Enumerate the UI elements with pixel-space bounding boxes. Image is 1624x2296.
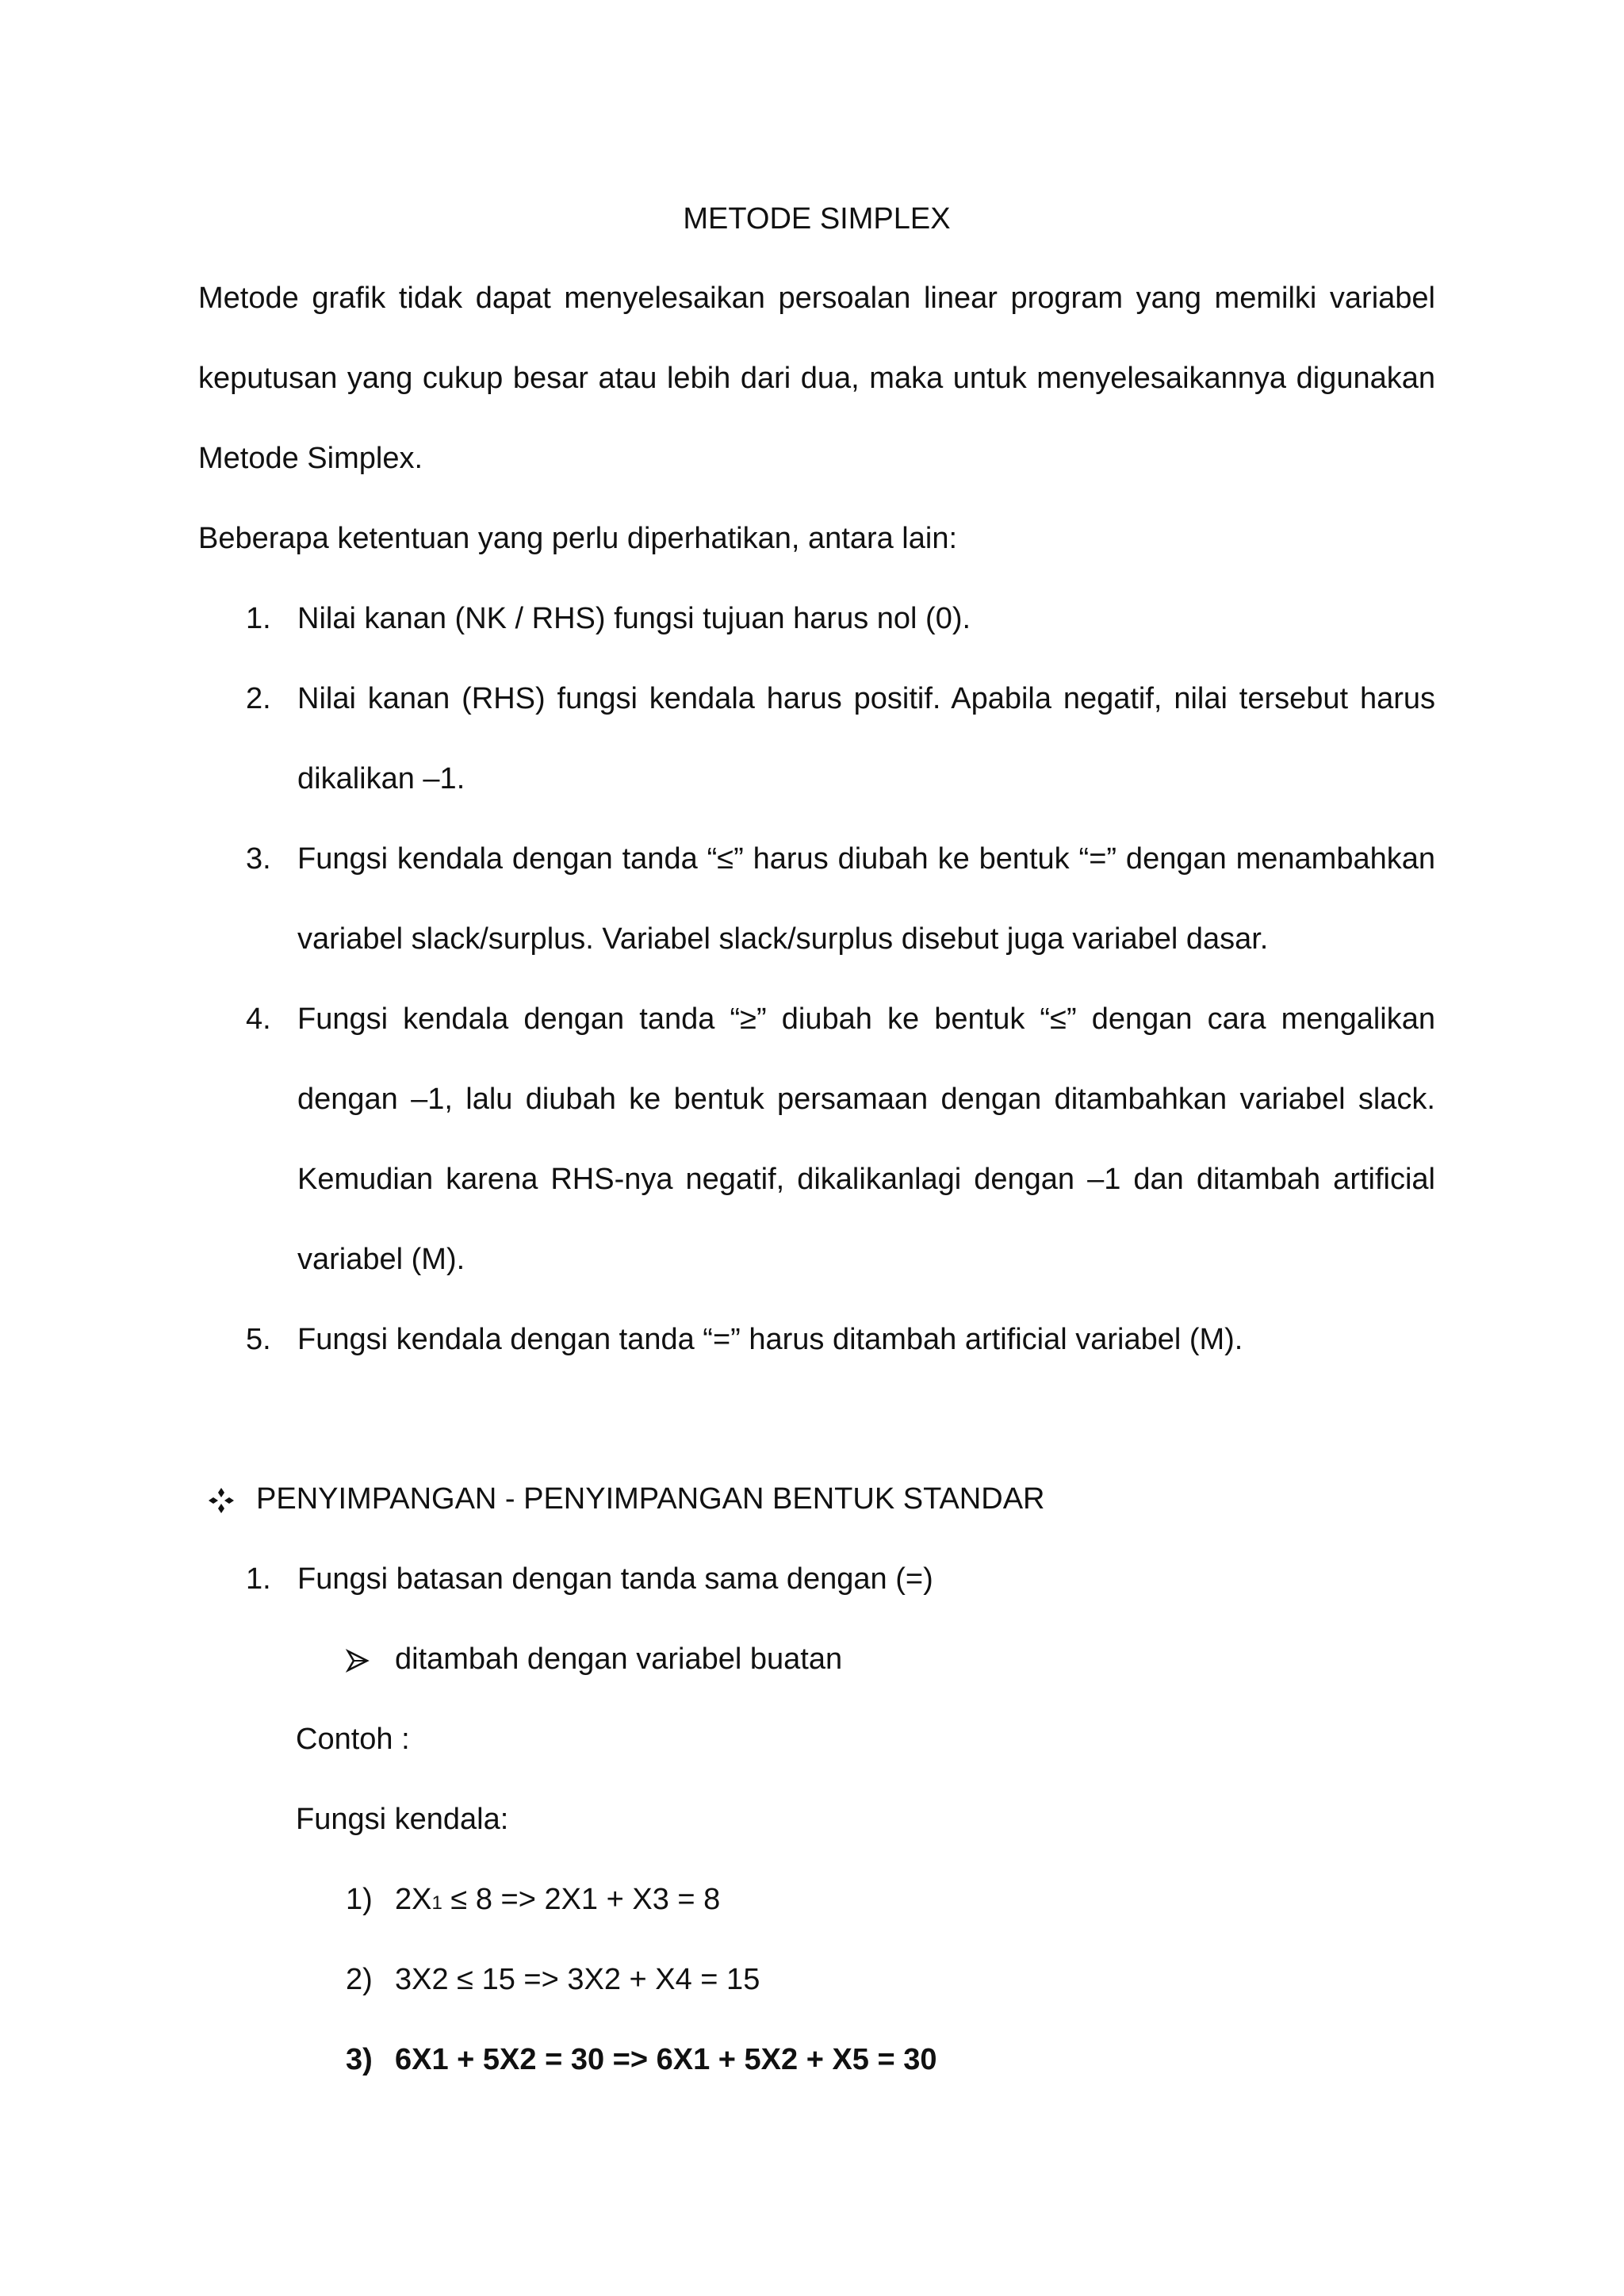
rule-text: Kemudian karena RHS-nya negatif, dikalikanlagi dengan –1 dan ditambah artificial	[297, 1163, 1435, 1196]
rule-number: 2.	[246, 682, 271, 715]
rule-number: 5.	[246, 1323, 271, 1356]
rule-text: dikalikan –1.	[297, 762, 465, 795]
contoh-label: Contoh :	[296, 1723, 410, 1756]
example-equation: 3X2 ≤ 15 => 3X2 + X4 = 15	[395, 1963, 760, 1996]
example-number: 3)	[346, 2043, 373, 2076]
rule-text: Fungsi kendala dengan tanda “=” harus ditambah artificial variabel (M).	[297, 1323, 1243, 1356]
fungsi-kendala-label: Fungsi kendala:	[296, 1803, 509, 1836]
rule-text: Fungsi kendala dengan tanda “≤” harus diubah ke bentuk “=” dengan menambahkan	[297, 842, 1435, 876]
rule-text: Fungsi kendala dengan tanda “≥” diubah ke bentuk “≤” dengan cara mengalikan	[297, 1002, 1435, 1036]
example-number: 2)	[346, 1963, 373, 1996]
example-equation: 2X1 ≤ 8 => 2X1 + X3 = 8	[395, 1883, 721, 1916]
example-number: 1)	[346, 1883, 373, 1916]
section-heading: PENYIMPANGAN - PENYIMPANGAN BENTUK STANDAR	[256, 1482, 1045, 1516]
sub-bullet-text: ditambah dengan variabel buatan	[395, 1642, 843, 1676]
page-title: METODE SIMPLEX	[683, 202, 951, 236]
rules-heading: Beberapa ketentuan yang perlu diperhatikan, antara lain:	[198, 522, 958, 555]
rule-text: variabel (M).	[297, 1243, 465, 1276]
arrow-bullet-icon	[346, 1641, 370, 1677]
rule-number: 4.	[246, 1002, 271, 1036]
example-equation: 6X1 + 5X2 = 30 => 6X1 + 5X2 + X5 = 30	[395, 2043, 937, 2076]
rule-text: Nilai kanan (NK / RHS) fungsi tujuan harus nol (0).	[297, 602, 971, 635]
intro-line-1: Metode grafik tidak dapat menyelesaikan persoalan linear program yang memilki variabel	[198, 282, 1435, 315]
intro-line-3: Metode Simplex.	[198, 442, 423, 475]
rule-number: 1.	[246, 602, 271, 635]
rule-number: 3.	[246, 842, 271, 876]
section-item-number: 1.	[246, 1562, 271, 1596]
section-item-text: Fungsi batasan dengan tanda sama dengan (=)	[297, 1562, 933, 1596]
rule-text: dengan –1, lalu diubah ke bentuk persamaan dengan ditambahkan variabel slack.	[297, 1083, 1435, 1116]
rule-text: variabel slack/surplus. Variabel slack/surplus disebut juga variabel dasar.	[297, 922, 1269, 956]
rule-text: Nilai kanan (RHS) fungsi kendala harus positif. Apabila negatif, nilai tersebut harus	[297, 682, 1435, 715]
intro-line-2: keputusan yang cukup besar atau lebih dari dua, maka untuk menyelesaikannya digunakan	[198, 362, 1435, 395]
diamond-bullet-icon	[208, 1481, 235, 1517]
